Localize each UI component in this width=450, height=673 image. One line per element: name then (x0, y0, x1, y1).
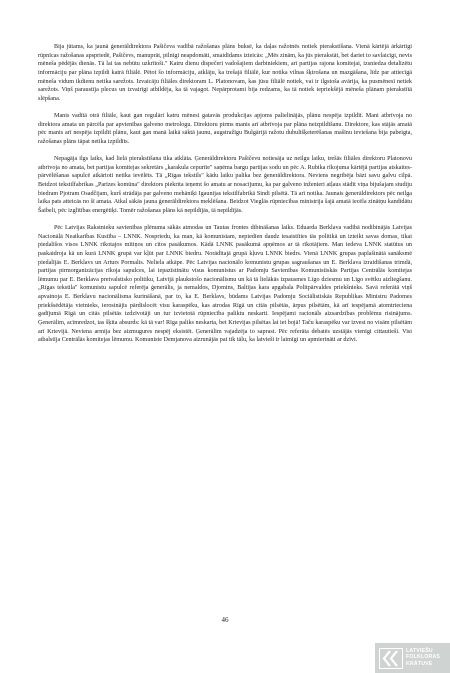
logo-line: LATVIEŠU (406, 648, 433, 654)
double-chevron-logo-icon (379, 648, 403, 669)
logo-line: KRĀTUVE (406, 660, 433, 667)
paragraph: Bija jūtams, ka jaunā ģenerāldirektora Pašičeva vadībā ražošanas plāns buksē, ka daļas ražotnēs notiek pierakstīšana. Vienā kārtējā ārkārtīgi rūpnīcas ražošanas apspriedē, Pašičevs, manuprāt, pilnīgi neapdomāti, smaidīdams izteicās: „Mēs zinām, ka jūs pierakstāt, bet dariet to savlaicīgi, nevis mēneša pēdējās dienās. Tā lai tas nebūtu uzkrītoši." Katru dienu dispečeri vadošajiem darbiniekiem, arī partijas rajona komitejai, izsniedza detalizētu informāciju par plāna izpildi katrā filiālē. Pētot šo informāciju, atklāju, ka trešajā filiālē, kur notika vilnas šķirošana un mazgāšana, līdz par attiecīgā mēneša vidum ikdienu netika sarežots. Izvaicāju filiāles direktoram L. Platonovam, kas jūsu filiālē notiek, vai ir ilgstoša avārija, ka pusmēnesī netiek sarežots. Viņš paraustīja plecus un izvairīgi atbildēja, ka tā vajagot. Nepārprotami bija redzams, ka tā notiek iepriekšējā mēneša plānam pierakstītā slēpšana. (38, 44, 412, 102)
page-body-text (38, 43, 412, 345)
logo-text (406, 648, 440, 667)
logo-line: FOLKLORAS (406, 654, 441, 661)
paragraph: Pēc Latvijas Rakstnieku savienības plēnuma sākās atmodas un Tautas frontes dibināšanas laiks. Eduarda Berklava vadībā nodibinājās Latvijas Nacionālā Neatkarības Kustība – LNNK. Nospriedu, ka man, kā komunistam, nepiedien daudz iesaistīties tās politikā un izteikt savas domas, tikai piedalīšos visos LNNK rīkotajos mītiņos un citos pasākumos. Kādā LNNK pasākumā apņēmos ar tā rīkotājiem. Man iedeva LNNK statūtus un paskaidroja kā un kurā LNNK grupā var kļūt par LNNK biedru. Norādītajā grupā kļuvu LNNK biedrs. Vienā LNNK grupas paplašinātā sanāksmē piedalījās E. Berklavs un Arturs Pormalis. Neliela atkāpe. Pēc Latvijas nacionālo komunistu grupas sagraušanas un E. Berklava izraidīšanas trimdā, partijas pirmorganizācijas rīkoja sapulces, lai iepazīstinātu visus komunistus ar Padomju Savienības Komunistiskās Partijas Centrālās komitejas lēmumu par E. Berklava pretvalstisko politiku, Latvijā plaukstošo nacionālismu un kā tā lielākās izpausmes Līgo dziesmu un Līgo svētku aizliegšanu. „Rīgas tekstila" komunistu sapulcē referēja ģenerālis, ja nemaldos, Djomins, Baltijas kara apgabala Politpārvaldes priekšnieks. Savā referātā viņš apvainoja E. Berklavu nacionālisma kurināšanā, par to, ka E. Berklavs, būdams Latvijas Padomju Sociālistiskās Republikas Ministru Padomes priekšsēdētāja vietnieks, ierosinājis pārdislocēt visu karaspēku, kas atrodas Rīgā un citās pilsētās, ārpus pilsētām, kā arī iespējamā atomtrieciena gadījumā Rīgā un citās pilsētās izdzīvotāji un tur izvietotā rūpniecība paliktu neskarti. Iespējami racionāls aizsardzības problēmu risinājums. Ģenerālim, acīmredzot, tas šķita absurds: kā tā var! Rīga paliks neskarta, bet Krievijas pilsētas lai iet bojā! Taču karaspēku var izvest no visām pilsētām arī Krievijā. Neviena armija bez aizmugures nespēj eksistēt. Ģenerālim vajadzēja to saprast. Pēc referāta debatēs uzstājās vienīgi cittautieši. Visi atbalstīja Centrālās komitejas lēmumu. Komuniste Demjanova aizrunājās pat tik tālu, ka latvieši ir laimīgi un apmierināti ar dzīvi. (38, 225, 412, 344)
page-number: 46 (221, 616, 229, 624)
paragraph: Nepagāja ilgs laiks, kad lielā pierakstīšana tika atklāta. Ģenerāldirektoru Pašičevu notiesāja uz neilgu laiku, trešās filiāles direktoru Platonovu atbrīvoja no amata, bet partijas komitejas sekretārs „karakula cepurīte" saņēma bargu partijas sodu un pēc A. Rubika rīkojuma kārtējā partijas atskaites-pārvēlēšanas sapulcē atkārtoti netika ievēlēts. Tā „Rīgas tekstils" kādu laiku palika bez ģenerāldirektora. Neviens negribēja bāzt savu galvu cilpā. Beidzot tekstilfabrikas „Parīzes komūna" direktors piekrita ieņemt šo amatu ar nosacījumu, ka par galveno inženieri atļaus stādīt viņa bijušajam studiju biedram Pjotram Osadčijam, kurš strādāja par galveno mehāniķi Igaunijas tekstilfabrikā Sindi pilsētā. Tā arī notika. Jaunais ģenerāldirektors pēc neilga laika pats atteicās no šī amata. Atkal sākās jauna ģenerāldirektora meklēšana. Beidzot Vieglās rūpniecības ministrija šajā amatā iecēla zinātņu kandidātu Šaibeli, pēc izglītības energētiķi. Tomēr ražošanas plāns kā nepildījās, tā nepildījās. (38, 156, 412, 214)
archive-logo (375, 643, 450, 673)
paragraph: Manis vadītā otrā filiāle, kaut gan regulāri katru mēnesi gatavās produkcijas apjoms palielinājās, plānu nespēja izpildīt. Mani atbrīvoja no direktora amata un pārcēla par apvienības galveno metrologu. Direktoru pirms manis arī atbrīvoja par plāna neizpildīšanu. Direktore, kas stājās amatā pēc manis arī nespēja izpildīt plānu, kaut gan manā laikā sāktā jaunu, augstražīgu Bulgārijā ražotu dubultšķeterēšanas mašīnu ieviešana bija pabeigta, ražošanas plāns tāpat netika izpildīts. (38, 112, 412, 145)
